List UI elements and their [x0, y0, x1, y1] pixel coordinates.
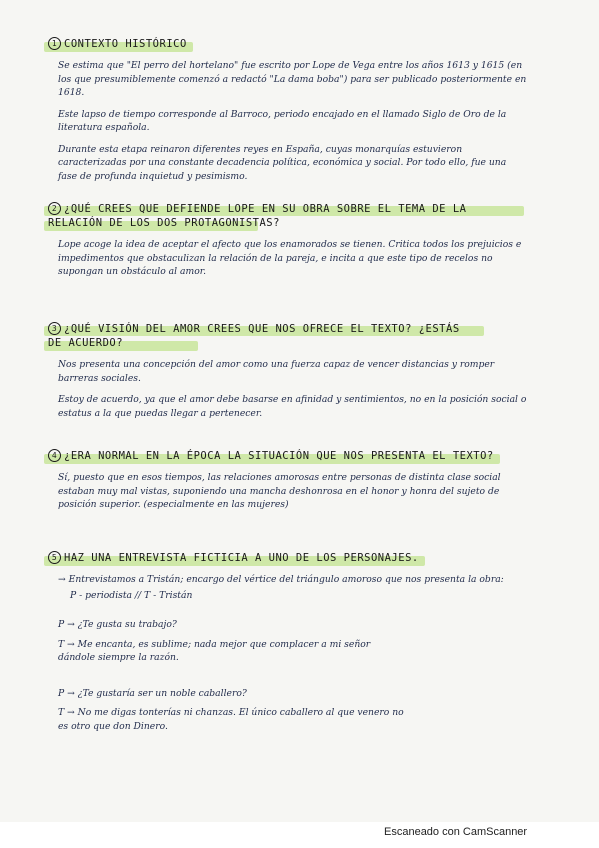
- section-body: [48, 573, 528, 733]
- section-number: 1: [48, 37, 61, 50]
- interview-question: P → ¿Te gusta su trabajo?: [58, 619, 177, 630]
- paragraph: P - periodista // T - Tristán: [70, 589, 193, 601]
- paragraph: Este lapso de tiempo corresponde al Barroco, periodo encajado en el llamado Siglo de Oro de la literatura española.: [58, 108, 507, 133]
- section-number: 3: [48, 322, 61, 335]
- section-number: 4: [48, 449, 61, 462]
- interview-question: P → ¿Te gustaría ser un noble caballero?: [58, 687, 247, 699]
- section-love-vision: [48, 322, 578, 428]
- section-body: [48, 238, 528, 279]
- section-title: ¿ERA NORMAL EN LA ÉPOCA LA SITUACIÓN QUE NOS PRESENTA EL TEXTO?: [64, 450, 494, 462]
- section-context: [48, 32, 578, 191]
- section-heading: [48, 37, 187, 51]
- paragraph: Nos presenta una concepción del amor como una fuerza capaz de vencer distancias y romper barreras sociales.: [58, 359, 495, 384]
- section-title: HAZ UNA ENTREVISTA FICTICIA A UNO DE LOS PERSONAJES.: [64, 552, 419, 564]
- section-title: ¿QUÉ CREES QUE DEFIENDE LOPE EN SU OBRA SOBRE EL TEMA DE LA RELACIÓN DE LOS DOS PROTAGONISTAS?: [48, 203, 467, 229]
- section-heading: [48, 202, 518, 230]
- interview-dialogue: [58, 618, 528, 733]
- paragraph: Lope acoge la idea de aceptar el afecto que los enamorados se tienen. Critica todos los prejuicios e impedimentos que obstaculizan la relación de la pareja, e incita a que este tipo de recelos no supongan un obstáculo al amor.: [58, 239, 522, 277]
- section-heading: [48, 449, 494, 463]
- paragraph: Se estima que "El perro del hortelano" fue escrito por Lope de Vega entre los años 1613 y 1615 (en los que presumiblemente comenzó a redactó "La dama boba") para ser publicado posteriormente en 1618.: [58, 60, 527, 98]
- interview-answer: T → No me digas tonterías ni chanzas. El único caballero al que venero no es otro que don Dinero.: [58, 707, 404, 732]
- paragraph: → Entrevistamos a Tristán; encargo del vértice del triángulo amoroso que nos presenta la obra:: [58, 574, 504, 585]
- paragraph: Sí, puesto que en esos tiempos, las relaciones amorosas entre personas de distinta clase social estaban muy mal vistas, suponiendo una mancha deshonrosa en el honor y honra del sujeto de posición superior. (especialmente en las mujeres): [58, 472, 501, 510]
- section-body: [48, 471, 528, 512]
- section-number: 2: [48, 202, 61, 215]
- section-heading: [48, 551, 419, 565]
- section-lope-defends: [48, 202, 578, 287]
- interview-answer: T → Me encanta, es sublime; nada mejor que complacer a mi señor dándole siempre la razón.: [58, 638, 371, 663]
- paragraph: Estoy de acuerdo, ya que el amor debe basarse en afinidad y sentimientos, no en la posición social o estatus a la que puedas llegar a pertenecer.: [58, 394, 527, 419]
- section-interview: [48, 546, 578, 741]
- section-title: ¿QUÉ VISIÓN DEL AMOR CREES QUE NOS OFRECE EL TEXTO? ¿ESTÁS DE ACUERDO?: [48, 323, 460, 349]
- section-number: 5: [48, 551, 61, 564]
- section-normal-epoch: [48, 444, 578, 520]
- section-body: [48, 358, 528, 420]
- section-heading: [48, 322, 478, 350]
- paragraph: Durante esta etapa reinaron diferentes reyes en España, cuyas monarquías estuvieron caracterizadas por una constante decadencia política, económica y social. Por todo ello, fue una fase de profunda inquietud y pesimismo.: [58, 143, 507, 182]
- scanner-watermark: Escaneado con CamScanner: [384, 826, 528, 838]
- section-body: [48, 59, 528, 183]
- section-title: CONTEXTO HISTÓRICO: [64, 38, 187, 50]
